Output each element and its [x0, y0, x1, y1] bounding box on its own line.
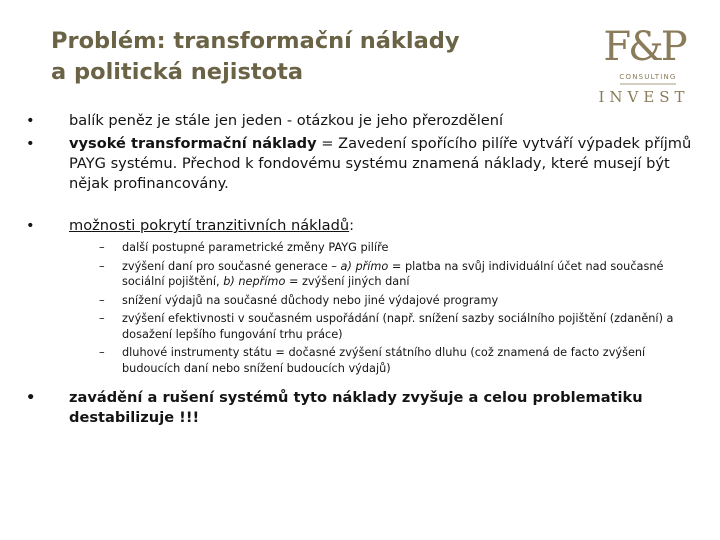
slide-title-line2: a politická nejistota [51, 59, 304, 85]
sub-item-4 [99, 311, 696, 342]
sub-item-2 [99, 259, 696, 290]
bullet-text-4: zavádění a rušení systémů tyto náklady zvyšuje a celou problematiku destabilizuje !!! [69, 389, 643, 426]
bullet-dot-icon: • [26, 112, 35, 129]
dash-icon: – [99, 346, 105, 359]
sub-item-text-2a: zvýšení daní pro současné generace – [122, 259, 341, 273]
bullet-text-3-label: možnosti pokrytí tranzitivních nákladů [69, 217, 350, 234]
bullet-text-2-bold: vysoké transformační náklady [69, 135, 317, 152]
bullet-text-1: balík peněz je stále jen jeden - otázkou je jeho přerozdělení [69, 112, 504, 129]
sub-item-text-1: další postupné parametrické změny PAYG pilíře [122, 241, 389, 254]
logo-consulting-text: CONSULTING [619, 73, 677, 81]
bullet-list [26, 111, 696, 428]
sub-item-text-2c: = platba na svůj individuální účet nad současné sociální pojištění, [122, 259, 664, 288]
sub-item-text-3: snížení výdajů na současné důchody nebo jiné výdajové programy [122, 293, 499, 307]
sub-item-3 [99, 293, 696, 309]
dash-icon: – [99, 241, 105, 254]
logo-fp-mark: F&P [603, 24, 685, 70]
dash-icon: – [99, 259, 105, 273]
bullet-text-2-rest: = Zavedení spořícího pilíře vytváří výpadek příjmů PAYG systému. Přechod k fondovému systému znamená náklady, které musejí být nějak profinancovány. [69, 135, 692, 192]
dash-icon: – [99, 312, 105, 325]
sub-item-text-2b: a) přímo [340, 259, 389, 273]
slide-title-line1: Problém: transformační náklady [51, 28, 460, 54]
sub-item-text-2d: b) nepřímo [223, 275, 286, 288]
dash-icon: – [99, 293, 105, 307]
bullet-dot-icon: • [26, 389, 36, 406]
sub-item-text-2e: = zvýšení jiných daní [285, 275, 410, 288]
sub-item-5 [99, 345, 696, 376]
bullet-dot-icon: • [26, 217, 35, 234]
sub-item-1 [99, 240, 696, 256]
sub-item-text-5: dluhové instrumenty státu = dočasné zvýšení státního dluhu (což znamená de facto zvýšení budoucích daní nebo snížení budoucích výdajů) [122, 346, 646, 375]
bullet-item-4 [26, 388, 696, 428]
bullet-text-3-colon: : [349, 217, 355, 234]
logo-invest-text: INVEST [598, 88, 690, 106]
sub-item-text-4: zvýšení efektivnosti v současném uspořádání (např. snížení sazby sociálního pojištění (zdanění) a dosažení lepšího fungování trhu práce) [122, 312, 674, 341]
slide-title [51, 26, 571, 88]
bullet-dot-icon: • [26, 135, 35, 152]
fp-consulting-invest-logo [588, 18, 700, 106]
bullet-item-2 [26, 134, 696, 194]
bullet-item-1 [26, 111, 696, 131]
bullet-item-3 [26, 216, 696, 236]
